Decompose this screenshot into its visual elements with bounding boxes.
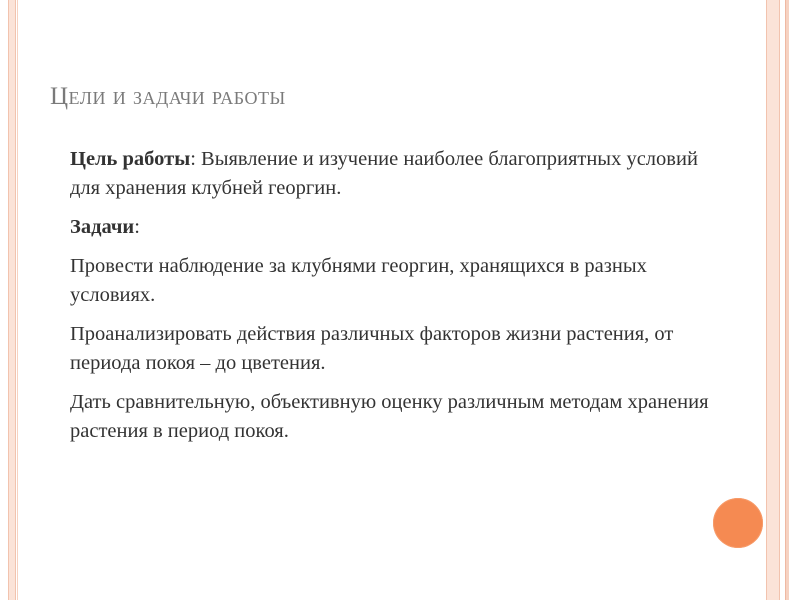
bullet-item-task-3	[42, 388, 722, 446]
accent-circle	[713, 498, 763, 548]
slide-title: Цели и задачи работы	[50, 83, 286, 110]
item-text: Провести наблюдение за клубнями георгин, хранящихся в разных условиях.	[70, 255, 647, 306]
item-text: : Выявление и изучение наиболее благоприятных условий для хранения клубней георгин.	[70, 148, 698, 199]
right-border-line	[785, 0, 789, 600]
item-bold-label: Задачи	[70, 216, 135, 238]
bullet-list	[42, 145, 722, 456]
item-text: :	[134, 216, 140, 238]
item-bold-label: Цель работы	[70, 148, 191, 170]
left-border-line	[17, 0, 18, 600]
bullet-item-task-2	[42, 320, 722, 378]
right-border-stripe	[766, 0, 780, 600]
item-text: Проанализировать действия различных факторов жизни растения, от периода покоя – до цветения.	[70, 323, 674, 374]
left-border-stripe	[8, 0, 16, 600]
bullet-item-tasks	[42, 213, 722, 242]
item-text: Дать сравнительную, объективную оценку различным методам хранения растения в период покоя.	[70, 391, 709, 442]
bullet-item-task-1	[42, 252, 722, 310]
bullet-item-goal	[42, 145, 722, 203]
